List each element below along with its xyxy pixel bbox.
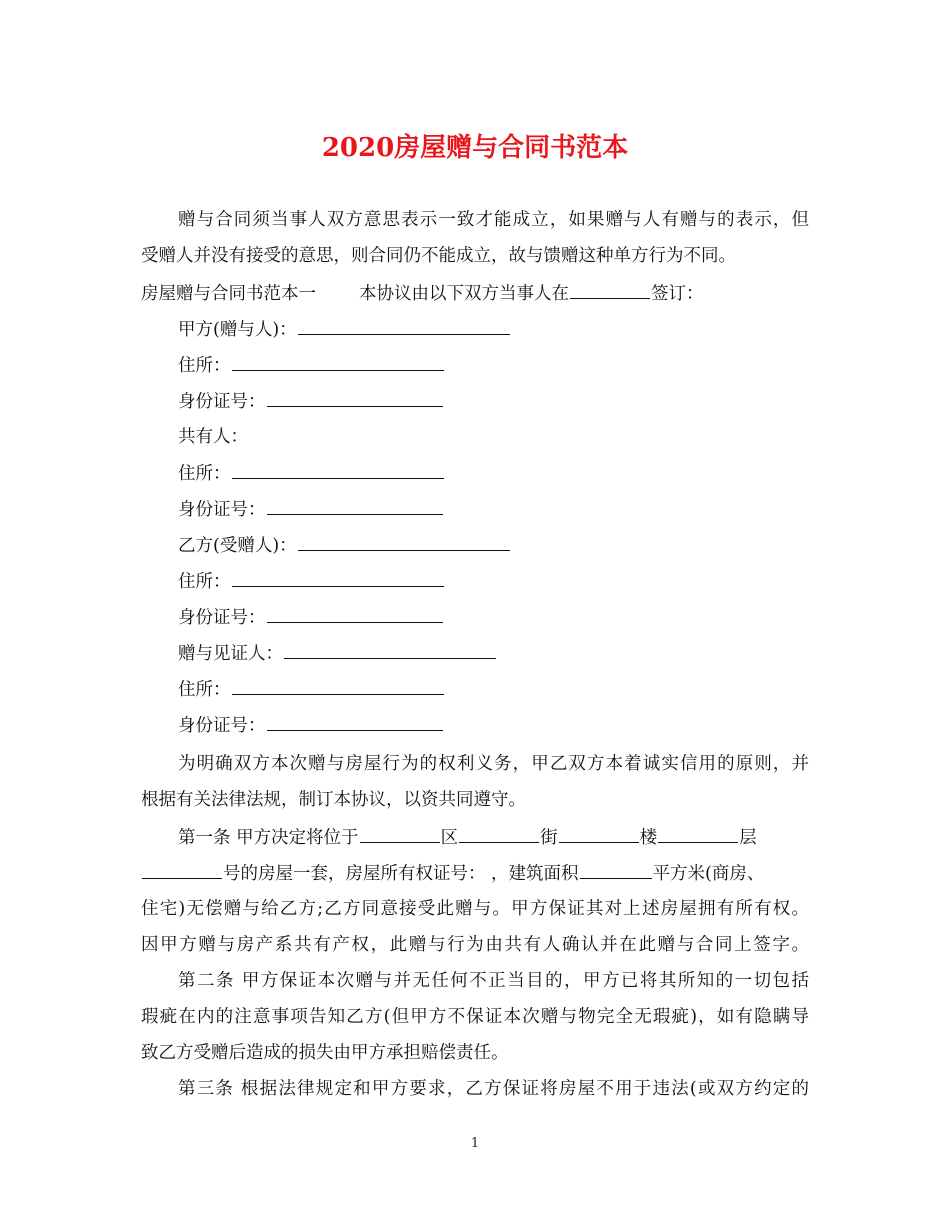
id-number-label: 身份证号： xyxy=(178,392,266,412)
party-a-blank[interactable] xyxy=(298,317,510,335)
agreement-parties-intro: 本协议由以下双方当事人在 xyxy=(359,284,569,304)
article-1-unit-text: 号的房屋一套，房屋所有权证号： ，建筑面积 xyxy=(223,864,579,884)
address-blank[interactable] xyxy=(232,569,444,587)
building-label: 楼 xyxy=(639,828,658,848)
heading-line xyxy=(141,281,704,306)
street-blank[interactable] xyxy=(459,825,539,843)
witness-blank[interactable] xyxy=(284,641,496,659)
unit-number-blank[interactable] xyxy=(142,861,222,879)
id-field-3 xyxy=(178,605,444,630)
address-field-4 xyxy=(178,677,445,702)
floor-blank[interactable] xyxy=(658,825,738,843)
article-2-line-1: 第二条 甲方保证本次赠与并无任何不正当目的，甲方已将其所知的一切包括 xyxy=(178,971,809,991)
document-title: 2020房屋赠与合同书范本 xyxy=(321,133,629,163)
page-number: 1 xyxy=(470,1136,480,1151)
party-b-field xyxy=(178,533,511,558)
id-number-blank[interactable] xyxy=(267,389,443,407)
article-2-line-3: 致乙方受赠后造成的损失由甲方承担赔偿责任。 xyxy=(141,1043,509,1063)
address-label: 住所： xyxy=(178,680,231,700)
address-label: 住所： xyxy=(178,572,231,592)
address-blank[interactable] xyxy=(232,353,444,371)
co-owner-field xyxy=(178,425,248,449)
id-field-4 xyxy=(178,713,444,738)
article-3-line-1: 第三条 根据法律规定和甲方要求，乙方保证将房屋不用于违法(或双方约定的 xyxy=(178,1079,809,1099)
id-number-label: 身份证号： xyxy=(178,716,266,736)
party-b-label: 乙方(受赠人)： xyxy=(178,536,297,556)
id-field-1 xyxy=(178,389,444,414)
article-1-lead: 第一条 甲方决定将位于 xyxy=(178,828,359,848)
address-field-3 xyxy=(178,569,445,594)
purpose-line-1: 为明确双方本次赠与房屋行为的权利义务，甲乙双方本着诚实信用的原则，并 xyxy=(178,754,809,774)
party-b-blank[interactable] xyxy=(298,533,510,551)
purpose-line-2: 根据有关法律法规，制订本协议，以资共同遵守。 xyxy=(141,790,526,810)
intro-line-2: 受赠人并没有接受的意思，则合同仍不能成立，故与馈赠这种单方行为不同。 xyxy=(141,246,736,266)
area-blank[interactable] xyxy=(580,861,652,879)
party-a-label: 甲方(赠与人)： xyxy=(178,320,297,340)
template-heading: 房屋赠与合同书范本一 xyxy=(141,284,316,304)
article-2-line-2: 瑕疵在内的注意事项告知乙方(但甲方不保证本次赠与物完全无瑕疵)，如有隐瞒导 xyxy=(141,1007,809,1027)
article-1-line-1 xyxy=(178,825,757,850)
id-field-2 xyxy=(178,497,444,522)
article-1-area-unit: 平方米(商房、 xyxy=(652,864,765,884)
district-blank[interactable] xyxy=(360,825,440,843)
address-field-1 xyxy=(178,353,445,378)
id-number-label: 身份证号： xyxy=(178,500,266,520)
street-label: 街 xyxy=(540,828,558,848)
building-blank[interactable] xyxy=(559,825,639,843)
article-1-line-3: 住宅)无偿赠与给乙方;乙方同意接受此赠与。甲方保证其对上述房屋拥有所有权。 xyxy=(141,899,809,919)
signing-place-blank[interactable] xyxy=(570,281,650,299)
article-1-line-4: 因甲方赠与房产系共有产权，此赠与行为由共有人确认并在此赠与合同上签字。 xyxy=(141,935,809,955)
district-label: 区 xyxy=(440,828,459,848)
witness-field xyxy=(178,641,497,666)
address-blank[interactable] xyxy=(232,677,444,695)
article-1-line-2 xyxy=(141,861,764,886)
id-number-blank[interactable] xyxy=(267,713,443,731)
floor-label: 层 xyxy=(739,828,757,848)
address-label: 住所： xyxy=(178,356,231,376)
id-number-blank[interactable] xyxy=(267,497,443,515)
intro-line-1: 赠与合同须当事人双方意思表示一致才能成立，如果赠与人有赠与的表示，但 xyxy=(178,210,809,230)
address-field-2 xyxy=(178,461,445,486)
id-number-blank[interactable] xyxy=(267,605,443,623)
signing-label: 签订： xyxy=(651,284,704,304)
address-blank[interactable] xyxy=(232,461,444,479)
address-label: 住所： xyxy=(178,464,231,484)
party-a-field xyxy=(178,317,511,342)
id-number-label: 身份证号： xyxy=(178,608,266,628)
witness-label: 赠与见证人： xyxy=(178,644,283,664)
co-owner-label: 共有人： xyxy=(178,427,248,447)
